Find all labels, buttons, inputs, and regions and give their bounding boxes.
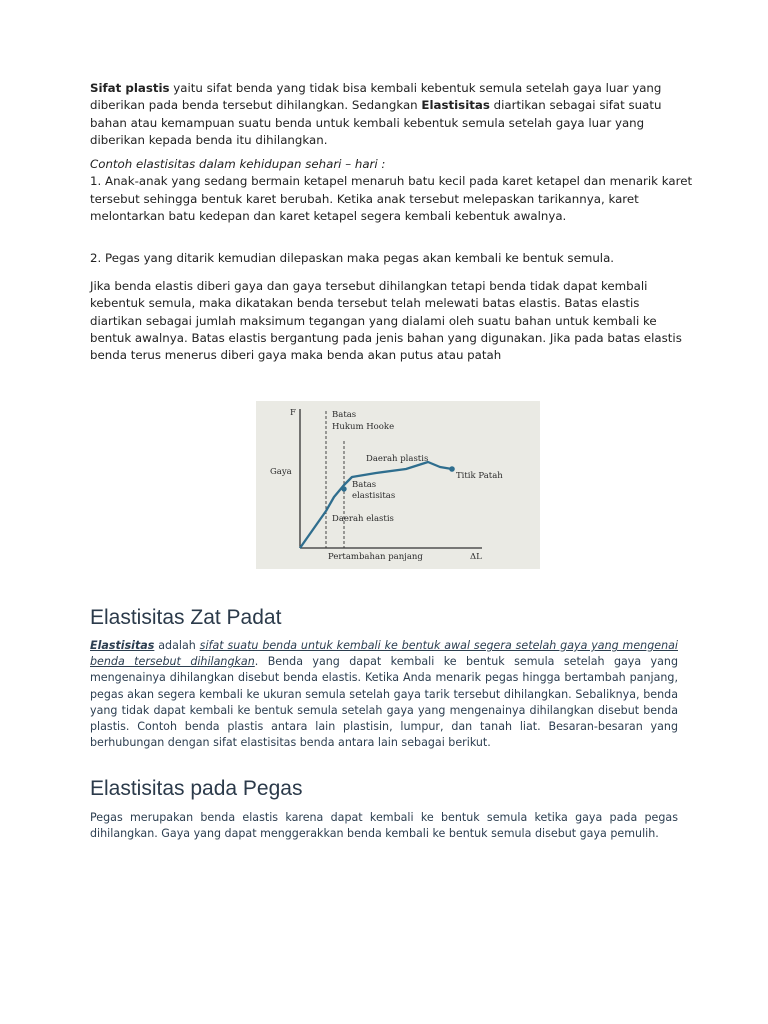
term-elasticity: Elastisitas <box>421 98 490 113</box>
hooke-limit-label-1: Batas <box>332 410 357 420</box>
definition-link[interactable]: sifat suatu benda untuk kembali ke bentuk awal segera setelah gaya yang mengenai benda tersebut dihilangkan <box>90 639 678 669</box>
example-1: 1. Anak-anak yang sedang bermain ketapel menaruh batu kecil pada karet ketapel dan menarik karet tersebut sehingga bentuk karet berubah. Ketika anak tersebut melepaskan tarikannya, karet melontarkan batu kedepan dan karet ketapel segera kembali kebentuk awalnya. <box>90 174 693 223</box>
section-heading-solid-elasticity: Elastisitas Zat Padat <box>90 606 282 629</box>
section-solid-elasticity-body <box>90 638 678 751</box>
break-point-marker <box>449 466 455 472</box>
elastic-region-label: Daerah elastis <box>332 514 394 524</box>
elastic-limit-label-2: elastisitas <box>352 491 396 501</box>
hooke-limit-label-2: Hukum Hooke <box>332 422 395 432</box>
stress-strain-figure <box>256 401 540 569</box>
axis-y-symbol: F <box>290 408 296 418</box>
stress-strain-graph <box>256 401 540 569</box>
axis-x-label: Pertambahan panjang <box>328 552 423 562</box>
definition-text-2: diartikan sebagai sifat suatu bahan atau kemampuan suatu benda untuk kembali kebentuk semula setelah gaya luar yang diberikan kepada benda itu dihilangkan. <box>90 98 662 147</box>
elastic-limit-paragraph: Jika benda elastis diberi gaya dan gaya tersebut dihilangkan tetapi benda tidak dapat kembali kebentuk semula, maka dikatakan benda tersebut telah melewati batas elastis. Batas elastis diartikan sebagai jumlah maksimum tegangan yang dialami oleh suatu bahan untuk kembali ke bentuk awalnya. Batas elastis bergantung pada jenis bahan yang digunakan. Jika pada batas elastis benda terus menerus diberi gaya maka benda akan putus atau patah <box>90 279 682 363</box>
section1-text-1: adalah <box>154 639 200 652</box>
definition-text-1: yaitu sifat benda yang tidak bisa kembali kebentuk semula setelah gaya luar yang diberikan pada benda tersebut dihilangkan. Sedangkan <box>90 81 662 113</box>
break-point-label: Titik Patah <box>456 471 503 481</box>
plastic-region-label: Daerah plastis <box>366 454 429 464</box>
section1-text-2: . Benda yang dapat kembali ke bentuk semula setelah gaya yang mengenainya dihilangkan disebut benda elastis. Ketika Anda menarik pegas hingga bertambah panjang, pegas akan segera kembali ke ukuran semula setelah gaya tarik tersebut dihilangkan. Sebaliknya, benda yang tidak dapat kembali ke bentuk semula setelah gaya yang mengenainya dihilangkan disebut benda plastis. Contoh benda plastis antara lain plastisin, lumpur, dan tanah liat. Besaran-besaran yang berhubungan dengan sifat elastisitas benda antara lain sebagai berikut. <box>90 655 678 750</box>
axis-y-label: Gaya <box>270 467 292 477</box>
term-elasticity-link[interactable]: Elastisitas <box>90 639 155 652</box>
section-heading-spring-elasticity: Elastisitas pada Pegas <box>90 777 303 800</box>
elastic-limit-point <box>341 486 346 491</box>
example-2: 2. Pegas yang ditarik kemudian dilepaskan maka pegas akan kembali ke bentuk semula. <box>90 251 615 265</box>
stress-strain-curve <box>300 462 452 548</box>
examples-block <box>90 156 695 225</box>
plastic-elastic-definition <box>90 80 695 149</box>
section-spring-elasticity-body: Pegas merupakan benda elastis karena dapat kembali ke bentuk semula ketika gaya pada pegas dihilangkan. Gaya yang dapat menggerakkan benda kembali ke bentuk semula disebut gaya pemulih. <box>90 811 678 841</box>
axis-x-symbol: ΔL <box>470 552 482 562</box>
term-plastic: Sifat plastis <box>90 81 170 95</box>
examples-title: Contoh elastisitas dalam kehidupan sehari – hari : <box>90 157 386 171</box>
elastic-limit-label-1: Batas <box>352 480 377 490</box>
